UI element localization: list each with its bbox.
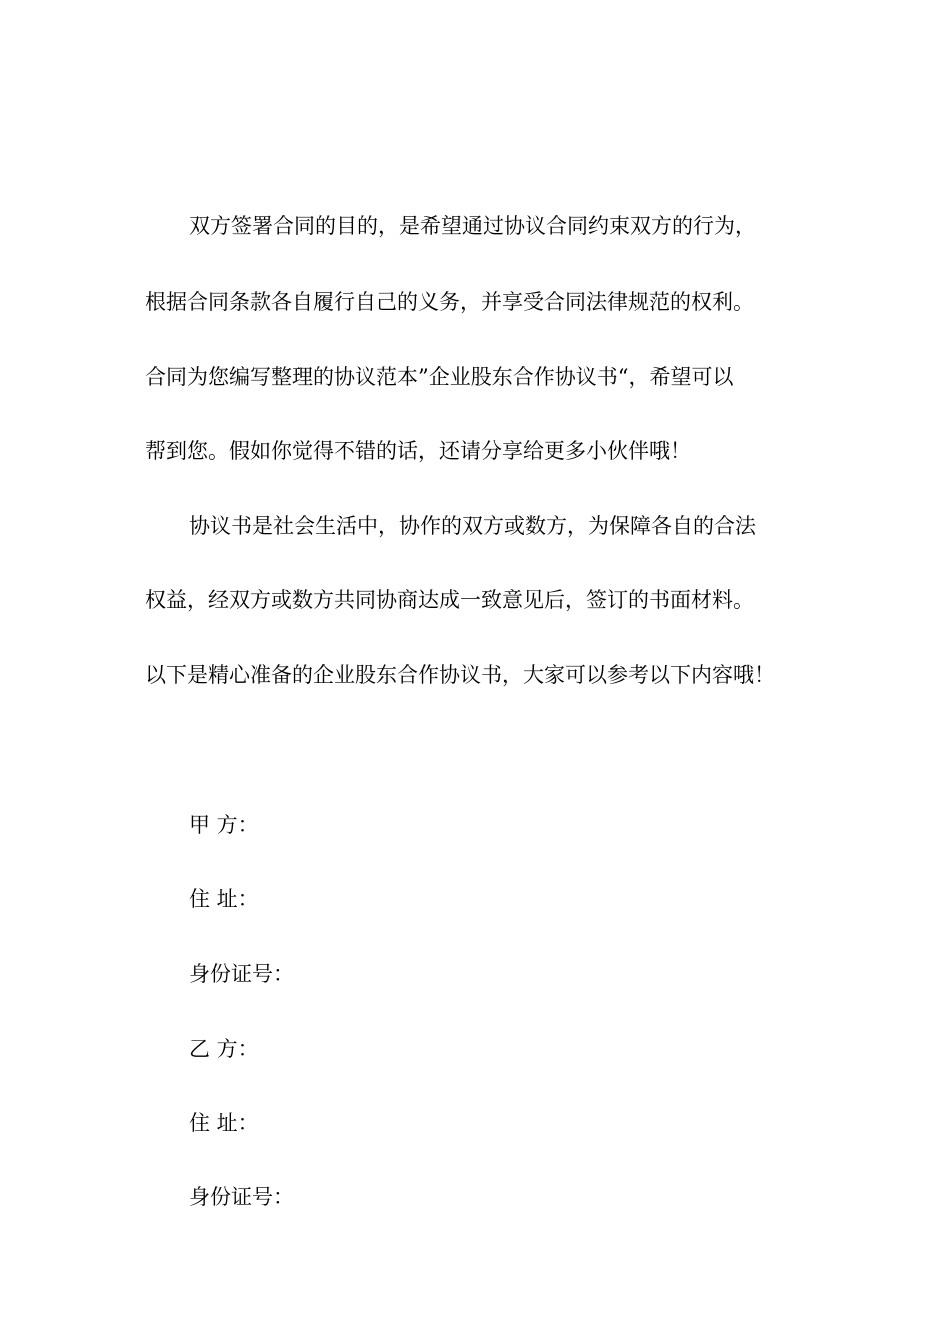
- party-b-name-label: 乙 方：: [189, 1037, 259, 1061]
- paragraph-line: 以下是精心准备的企业股东合作协议书，大家可以参考以下内容哦！: [145, 663, 775, 687]
- party-a-address-label: 住 址：: [189, 887, 259, 911]
- paragraph-line: 双方签署合同的目的，是希望通过协议合同约束双方的行为，: [189, 214, 756, 238]
- paragraph-line: 权益，经双方或数方共同协商达成一致意见后，签订的书面材料。: [145, 588, 754, 612]
- paragraph-line: 帮到您。假如你觉得不错的话，还请分享给更多小伙伴哦！: [145, 439, 691, 463]
- party-a-id-label: 身份证号：: [189, 962, 294, 986]
- party-b-address-label: 住 址：: [189, 1111, 259, 1135]
- paragraph-line: 根据合同条款各自履行自己的义务，并享受合同法律规范的权利。: [145, 290, 754, 314]
- paragraph-line: 合同为您编写整理的协议范本”企业股东合作协议书“，希望可以: [145, 365, 734, 389]
- party-a-name-label: 甲 方：: [189, 813, 259, 837]
- paragraph-line: 协议书是社会生活中，协作的双方或数方，为保障各自的合法: [189, 514, 756, 538]
- party-b-id-label: 身份证号：: [189, 1185, 294, 1209]
